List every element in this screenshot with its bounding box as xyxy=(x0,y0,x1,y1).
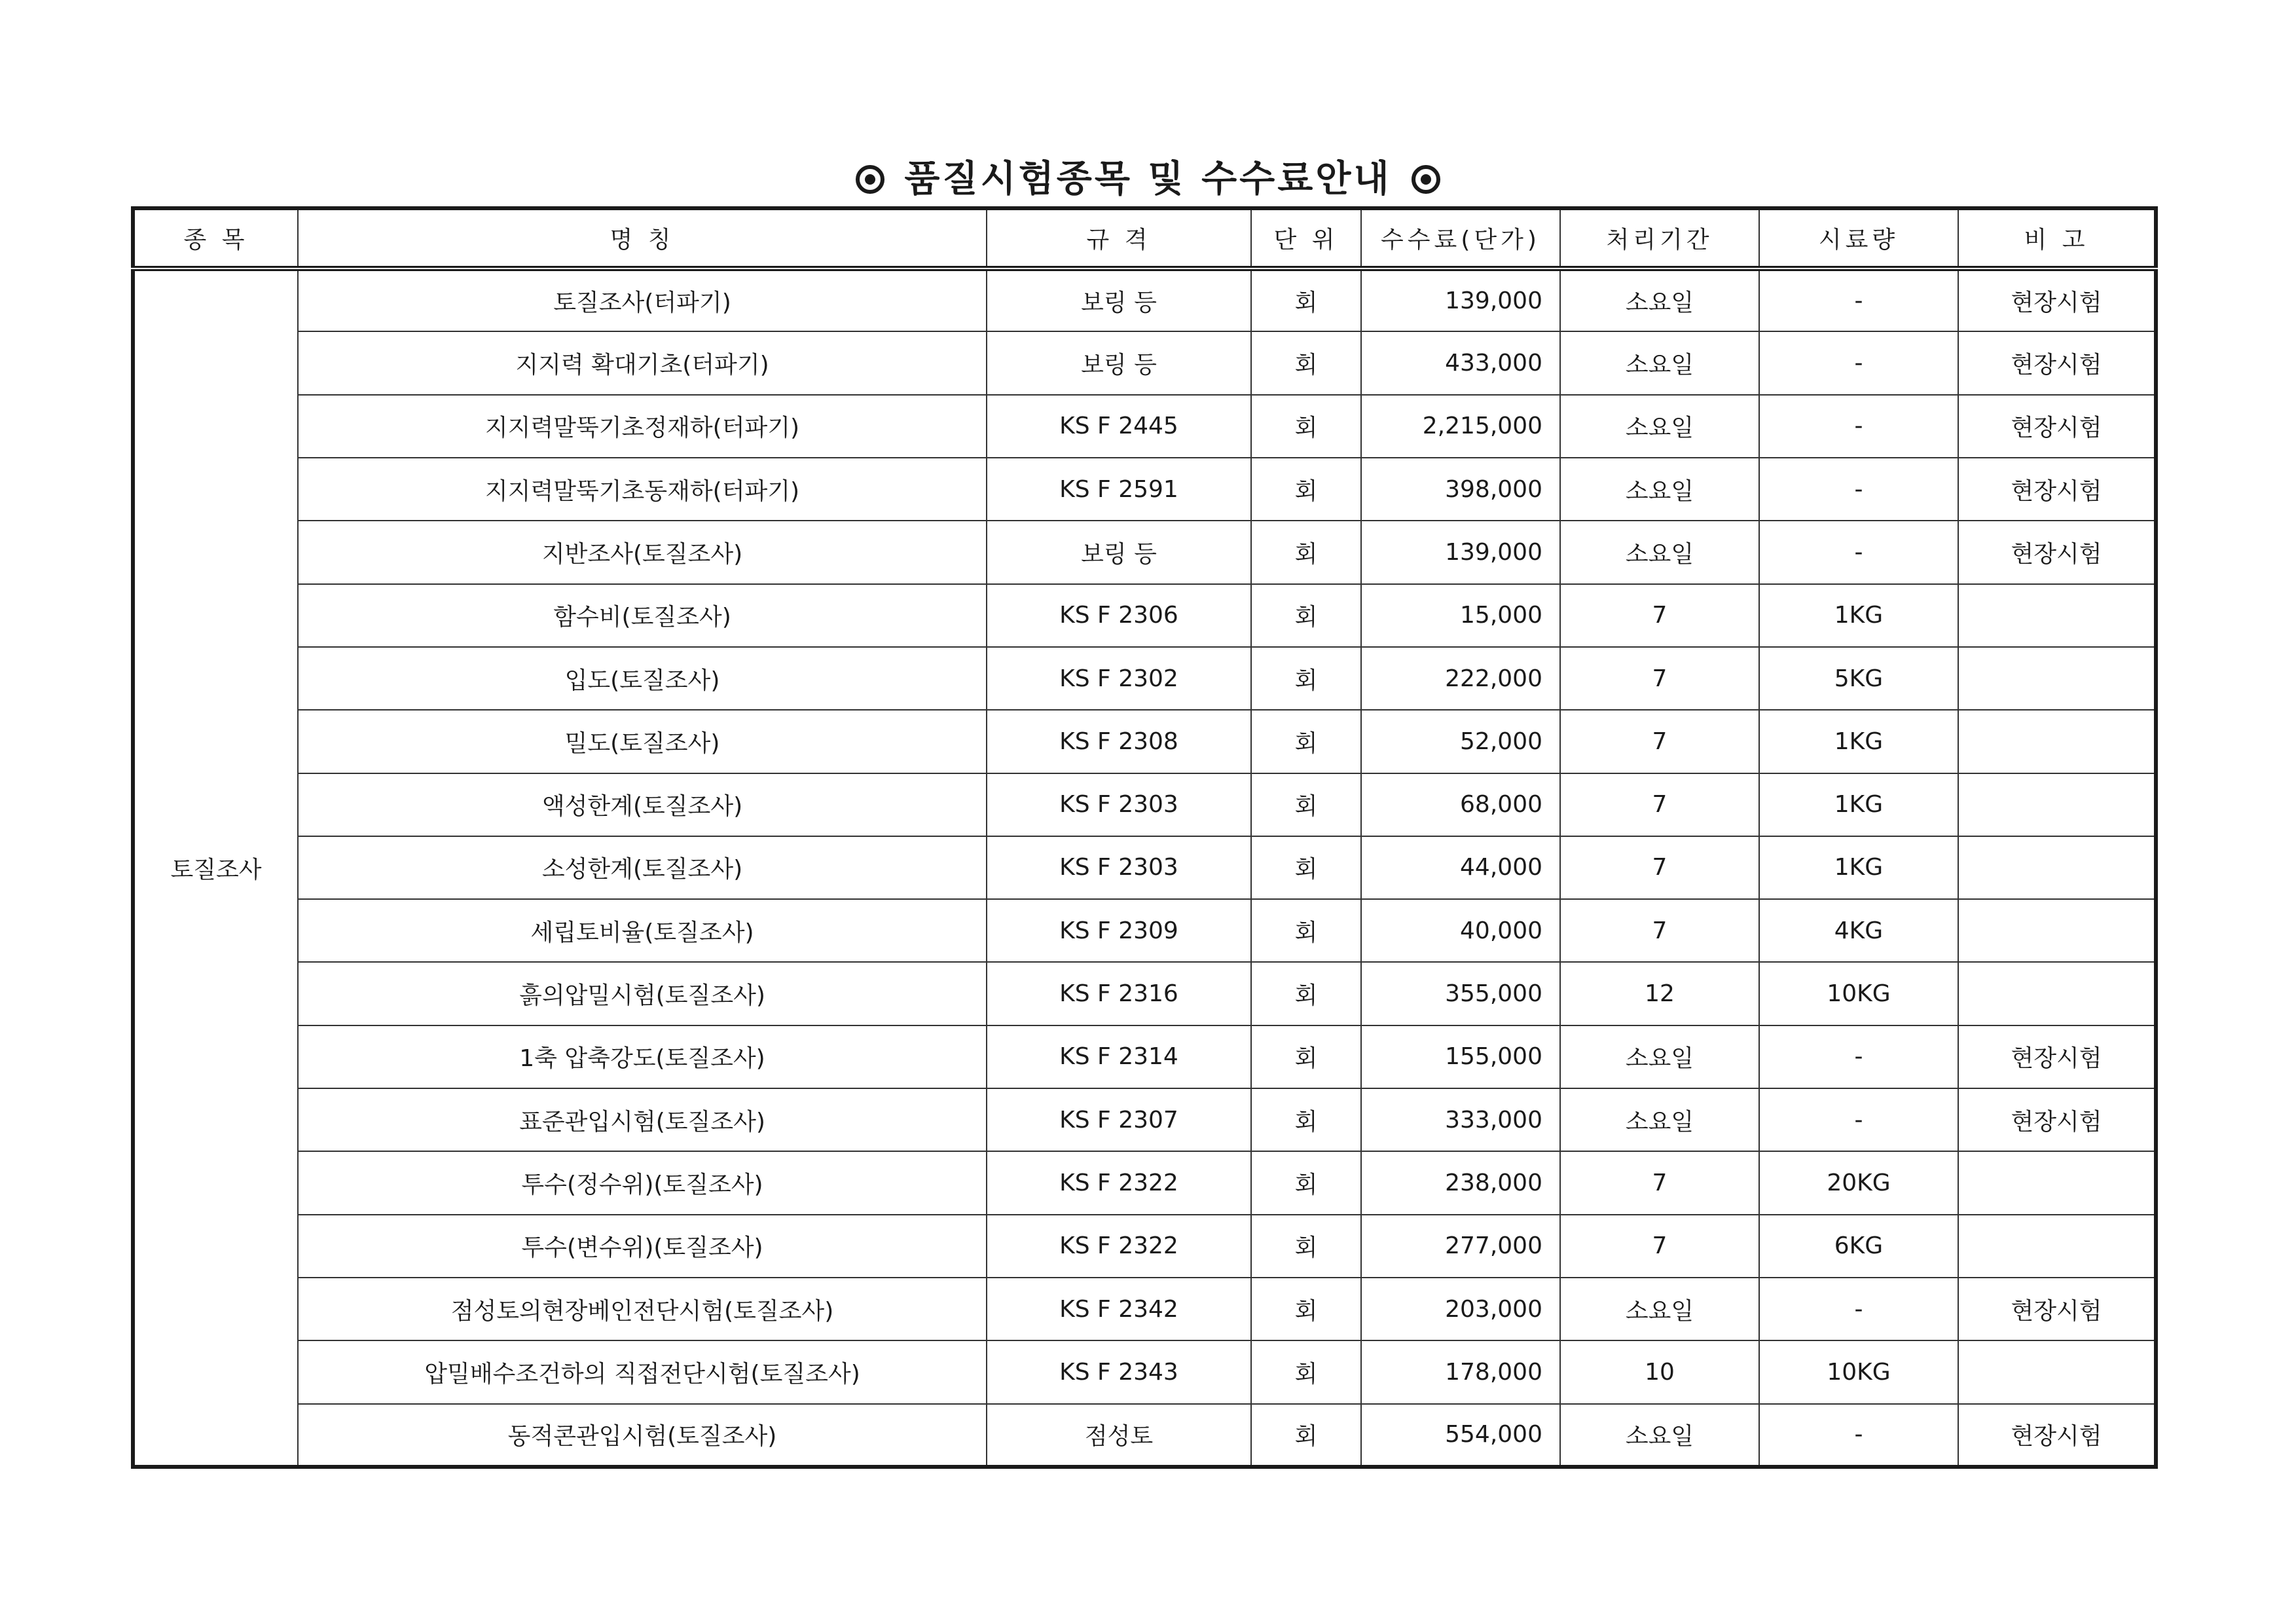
cell-unit: 회 xyxy=(1251,773,1361,836)
cell-sample: - xyxy=(1759,521,1958,583)
cell-note xyxy=(1958,836,2156,899)
table-row xyxy=(133,836,2156,899)
cell-sample: 20KG xyxy=(1759,1151,1958,1214)
cell-name: 흙의압밀시험(토질조사) xyxy=(298,962,987,1025)
cell-spec: KS F 2302 xyxy=(987,647,1251,710)
cell-sample: - xyxy=(1759,331,1958,394)
fee-table xyxy=(131,206,2158,1469)
cell-period: 소요일 xyxy=(1560,268,1759,331)
cell-period: 소요일 xyxy=(1560,1278,1759,1340)
cell-fee: 355,000 xyxy=(1361,962,1560,1025)
table-row xyxy=(133,962,2156,1025)
cell-spec: KS F 2308 xyxy=(987,710,1251,773)
cell-name: 밀도(토질조사) xyxy=(298,710,987,773)
header-note: 비 고 xyxy=(1958,208,2156,268)
cell-name: 1축 압축강도(토질조사) xyxy=(298,1025,987,1088)
table-row xyxy=(133,899,2156,962)
cell-spec: KS F 2322 xyxy=(987,1151,1251,1214)
table-row xyxy=(133,521,2156,583)
table-row xyxy=(133,1025,2156,1088)
cell-period: 소요일 xyxy=(1560,331,1759,394)
cell-sample: 1KG xyxy=(1759,584,1958,647)
cell-sample: 1KG xyxy=(1759,773,1958,836)
table-row xyxy=(133,584,2156,647)
cell-spec: 보링 등 xyxy=(987,268,1251,331)
cell-spec: KS F 2307 xyxy=(987,1088,1251,1151)
table-row xyxy=(133,1278,2156,1340)
cell-note xyxy=(1958,647,2156,710)
cell-unit: 회 xyxy=(1251,1088,1361,1151)
cell-fee: 178,000 xyxy=(1361,1340,1560,1403)
cell-fee: 52,000 xyxy=(1361,710,1560,773)
cell-unit: 회 xyxy=(1251,395,1361,458)
cell-unit: 회 xyxy=(1251,899,1361,962)
cell-sample: - xyxy=(1759,1025,1958,1088)
cell-fee: 139,000 xyxy=(1361,521,1560,583)
cell-category: 토질조사 xyxy=(133,268,298,1467)
cell-spec: KS F 2591 xyxy=(987,458,1251,521)
cell-fee: 15,000 xyxy=(1361,584,1560,647)
cell-unit: 회 xyxy=(1251,1404,1361,1467)
cell-period: 소요일 xyxy=(1560,395,1759,458)
cell-unit: 회 xyxy=(1251,710,1361,773)
cell-note: 현장시험 xyxy=(1958,395,2156,458)
cell-unit: 회 xyxy=(1251,268,1361,331)
cell-spec: KS F 2314 xyxy=(987,1025,1251,1088)
table-row xyxy=(133,268,2156,331)
cell-unit: 회 xyxy=(1251,1025,1361,1088)
table-row xyxy=(133,458,2156,521)
cell-sample: - xyxy=(1759,458,1958,521)
cell-name: 투수(정수위)(토질조사) xyxy=(298,1151,987,1214)
cell-period: 7 xyxy=(1560,773,1759,836)
cell-unit: 회 xyxy=(1251,331,1361,394)
cell-spec: KS F 2343 xyxy=(987,1340,1251,1403)
cell-name: 입도(토질조사) xyxy=(298,647,987,710)
cell-note xyxy=(1958,962,2156,1025)
table-row xyxy=(133,647,2156,710)
cell-period: 소요일 xyxy=(1560,1404,1759,1467)
cell-fee: 433,000 xyxy=(1361,331,1560,394)
cell-spec: KS F 2309 xyxy=(987,899,1251,962)
table-row xyxy=(133,1151,2156,1214)
cell-spec: KS F 2303 xyxy=(987,836,1251,899)
cell-unit: 회 xyxy=(1251,1340,1361,1403)
cell-fee: 222,000 xyxy=(1361,647,1560,710)
header-sample: 시료량 xyxy=(1759,208,1958,268)
table-row xyxy=(133,1404,2156,1467)
cell-unit: 회 xyxy=(1251,962,1361,1025)
cell-note xyxy=(1958,1151,2156,1214)
cell-unit: 회 xyxy=(1251,458,1361,521)
table-row xyxy=(133,1340,2156,1403)
cell-fee: 333,000 xyxy=(1361,1088,1560,1151)
table-row xyxy=(133,395,2156,458)
cell-note xyxy=(1958,710,2156,773)
cell-spec: KS F 2306 xyxy=(987,584,1251,647)
cell-fee: 554,000 xyxy=(1361,1404,1560,1467)
cell-name: 함수비(토질조사) xyxy=(298,584,987,647)
cell-note: 현장시험 xyxy=(1958,1278,2156,1340)
cell-sample: - xyxy=(1759,1404,1958,1467)
cell-period: 12 xyxy=(1560,962,1759,1025)
header-category: 종 목 xyxy=(133,208,298,268)
cell-fee: 40,000 xyxy=(1361,899,1560,962)
cell-unit: 회 xyxy=(1251,836,1361,899)
cell-fee: 398,000 xyxy=(1361,458,1560,521)
cell-period: 소요일 xyxy=(1560,1088,1759,1151)
page-title-text: 품질시험종목 및 수수료안내 xyxy=(904,158,1392,200)
cell-note xyxy=(1958,584,2156,647)
cell-spec: KS F 2303 xyxy=(987,773,1251,836)
page-title xyxy=(0,147,2296,212)
cell-unit: 회 xyxy=(1251,647,1361,710)
cell-period: 7 xyxy=(1560,899,1759,962)
cell-spec: KS F 2445 xyxy=(987,395,1251,458)
cell-sample: - xyxy=(1759,1088,1958,1151)
cell-unit: 회 xyxy=(1251,521,1361,583)
cell-note: 현장시험 xyxy=(1958,1404,2156,1467)
table-row xyxy=(133,773,2156,836)
cell-sample: 6KG xyxy=(1759,1215,1958,1278)
cell-fee: 277,000 xyxy=(1361,1215,1560,1278)
table-header-row xyxy=(133,208,2156,268)
cell-name: 지지력말뚝기초동재하(터파기) xyxy=(298,458,987,521)
header-name: 명 칭 xyxy=(298,208,987,268)
cell-period: 10 xyxy=(1560,1340,1759,1403)
cell-sample: - xyxy=(1759,395,1958,458)
cell-period: 7 xyxy=(1560,1151,1759,1214)
cell-fee: 238,000 xyxy=(1361,1151,1560,1214)
header-period: 처리기간 xyxy=(1560,208,1759,268)
cell-note xyxy=(1958,899,2156,962)
cell-sample: 5KG xyxy=(1759,647,1958,710)
cell-note: 현장시험 xyxy=(1958,1025,2156,1088)
cell-fee: 68,000 xyxy=(1361,773,1560,836)
cell-sample: 1KG xyxy=(1759,836,1958,899)
cell-fee: 44,000 xyxy=(1361,836,1560,899)
cell-sample: - xyxy=(1759,1278,1958,1340)
cell-note xyxy=(1958,773,2156,836)
cell-sample: - xyxy=(1759,268,1958,331)
cell-unit: 회 xyxy=(1251,584,1361,647)
table-row xyxy=(133,710,2156,773)
cell-sample: 1KG xyxy=(1759,710,1958,773)
circle-bullet-icon xyxy=(1412,165,1440,194)
cell-spec: 보링 등 xyxy=(987,331,1251,394)
cell-period: 소요일 xyxy=(1560,1025,1759,1088)
cell-period: 7 xyxy=(1560,710,1759,773)
cell-spec: KS F 2342 xyxy=(987,1278,1251,1340)
cell-note xyxy=(1958,1340,2156,1403)
cell-name: 압밀배수조건하의 직접전단시험(토질조사) xyxy=(298,1340,987,1403)
cell-name: 표준관입시험(토질조사) xyxy=(298,1088,987,1151)
cell-fee: 2,215,000 xyxy=(1361,395,1560,458)
cell-period: 7 xyxy=(1560,1215,1759,1278)
cell-note xyxy=(1958,1215,2156,1278)
cell-unit: 회 xyxy=(1251,1151,1361,1214)
header-fee: 수수료(단가) xyxy=(1361,208,1560,268)
cell-name: 점성토의현장베인전단시험(토질조사) xyxy=(298,1278,987,1340)
cell-period: 7 xyxy=(1560,647,1759,710)
cell-note: 현장시험 xyxy=(1958,521,2156,583)
cell-sample: 4KG xyxy=(1759,899,1958,962)
cell-spec: 보링 등 xyxy=(987,521,1251,583)
cell-name: 소성한계(토질조사) xyxy=(298,836,987,899)
cell-sample: 10KG xyxy=(1759,1340,1958,1403)
cell-name: 지지력 확대기초(터파기) xyxy=(298,331,987,394)
circle-bullet-icon xyxy=(856,165,884,194)
table-row xyxy=(133,1088,2156,1151)
cell-sample: 10KG xyxy=(1759,962,1958,1025)
cell-note: 현장시험 xyxy=(1958,331,2156,394)
cell-name: 투수(변수위)(토질조사) xyxy=(298,1215,987,1278)
cell-note: 현장시험 xyxy=(1958,1088,2156,1151)
header-spec: 규 격 xyxy=(987,208,1251,268)
table-body xyxy=(133,268,2156,1467)
cell-period: 소요일 xyxy=(1560,521,1759,583)
cell-note: 현장시험 xyxy=(1958,458,2156,521)
cell-fee: 139,000 xyxy=(1361,268,1560,331)
header-unit: 단 위 xyxy=(1251,208,1361,268)
cell-period: 소요일 xyxy=(1560,458,1759,521)
cell-period: 7 xyxy=(1560,584,1759,647)
cell-fee: 155,000 xyxy=(1361,1025,1560,1088)
cell-spec: KS F 2316 xyxy=(987,962,1251,1025)
cell-name: 동적콘관입시험(토질조사) xyxy=(298,1404,987,1467)
table-row xyxy=(133,1215,2156,1278)
cell-spec: KS F 2322 xyxy=(987,1215,1251,1278)
cell-period: 7 xyxy=(1560,836,1759,899)
cell-unit: 회 xyxy=(1251,1215,1361,1278)
cell-name: 액성한계(토질조사) xyxy=(298,773,987,836)
cell-spec: 점성토 xyxy=(987,1404,1251,1467)
cell-name: 지반조사(토질조사) xyxy=(298,521,987,583)
table-row xyxy=(133,331,2156,394)
cell-unit: 회 xyxy=(1251,1278,1361,1340)
cell-name: 세립토비율(토질조사) xyxy=(298,899,987,962)
cell-fee: 203,000 xyxy=(1361,1278,1560,1340)
cell-note: 현장시험 xyxy=(1958,268,2156,331)
cell-name: 토질조사(터파기) xyxy=(298,268,987,331)
cell-name: 지지력말뚝기초정재하(터파기) xyxy=(298,395,987,458)
